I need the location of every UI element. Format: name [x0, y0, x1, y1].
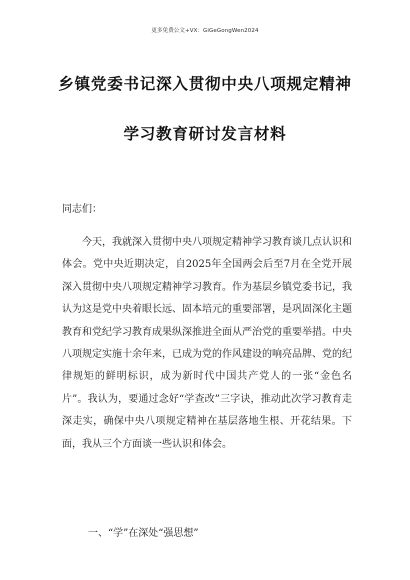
- header-note: 更多免费公文+VX：GiGeGongWen2024: [151, 28, 259, 34]
- salutation: 同志们：: [62, 204, 102, 215]
- document-title-line2: 学习教育研讨发言材料: [123, 125, 287, 143]
- body-paragraph: 今天，我就深入贯彻中央八项规定精神学习教育谈几点认识和体会。党中央近期决定，自2025年全国两会后至7月在全党开展深入贯彻中央八项规定精神学习教育。作为基层乡镇党委书记，我认为这是党中央着眼长远、固本培元的重要部署，是巩固深化主题教育和党纪学习教育成果纵深推进全面从严治党的重要举措。中央八项规定实施十余年来，已成为党的作风建设的响亮品牌、党的纪律规矩的鲜明标识，成为新时代中国共产党人的一张“金色名片”。我认为，要通过念好“学查改”三字诀，推动此次学习教育走深走实，确保中央八项规定精神在基层落地生根、开花结果。下面，我从三个方面谈一些认识和体会。: [62, 237, 352, 450]
- document-title-line1: 乡镇党委书记深入贯彻中央八项规定精神: [58, 75, 352, 93]
- section-heading-1: 一、“学”在深处“强思想”: [88, 528, 199, 539]
